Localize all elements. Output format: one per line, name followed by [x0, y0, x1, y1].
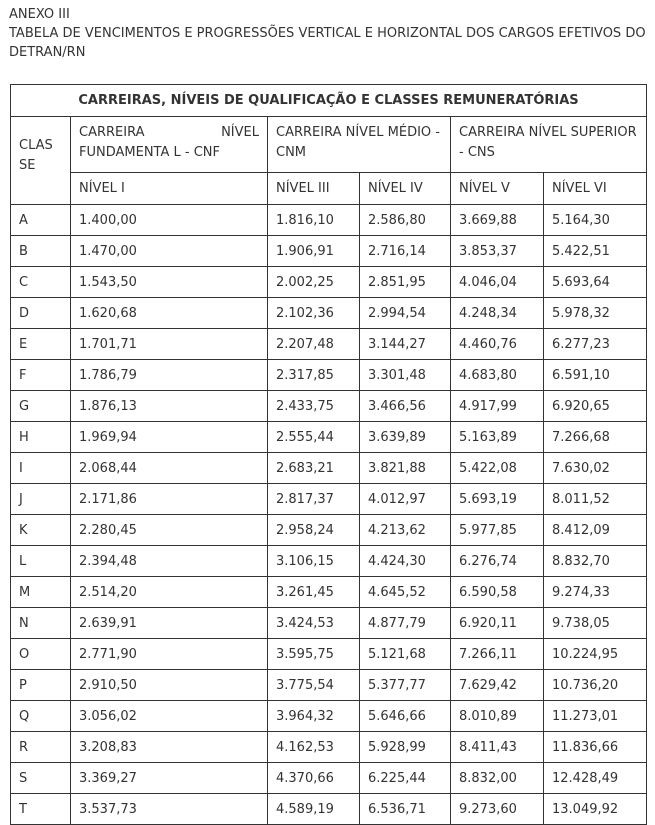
salary-cell: 6.590,58	[451, 577, 544, 608]
career-cns-header	[451, 117, 647, 173]
salary-cell: 3.466,56	[360, 391, 451, 422]
salary-cell: 2.280,45	[71, 515, 268, 546]
career-cnf-word-1: CARREIRA	[79, 125, 145, 140]
classe-cell: A	[11, 205, 71, 236]
salary-cell: 3.775,54	[268, 670, 360, 701]
salary-cell: 6.536,71	[360, 794, 451, 825]
salary-cell: 5.693,64	[544, 267, 647, 298]
classe-cell: G	[11, 391, 71, 422]
salary-cell: 2.068,44	[71, 453, 268, 484]
classe-cell: K	[11, 515, 71, 546]
salary-cell: 8.011,52	[544, 484, 647, 515]
salary-cell: 2.771,90	[71, 639, 268, 670]
salary-cell: 4.248,34	[451, 298, 544, 329]
salary-cell: 3.369,27	[71, 763, 268, 794]
classe-cell: B	[11, 236, 71, 267]
salary-cell: 3.424,53	[268, 608, 360, 639]
level-header: NÍVEL I	[71, 173, 268, 205]
level-header-row	[11, 173, 647, 205]
salary-cell: 4.424,30	[360, 546, 451, 577]
salary-cell: 1.470,00	[71, 236, 268, 267]
salary-cell: 6.591,10	[544, 360, 647, 391]
salary-cell: 4.046,04	[451, 267, 544, 298]
salary-cell: 3.537,73	[71, 794, 268, 825]
table-row	[11, 701, 647, 732]
salary-cell: 3.106,15	[268, 546, 360, 577]
table-row	[11, 422, 647, 453]
table-row	[11, 484, 647, 515]
career-cnf-line-2: FUNDAMENTA L - CNF	[79, 145, 220, 160]
salary-cell: 2.817,37	[268, 484, 360, 515]
classe-cell: T	[11, 794, 71, 825]
salary-cell: 4.162,53	[268, 732, 360, 763]
salary-cell: 1.400,00	[71, 205, 268, 236]
salary-cell: 5.928,99	[360, 732, 451, 763]
salary-cell: 3.669,88	[451, 205, 544, 236]
career-cns-line-2: - CNS	[459, 145, 495, 160]
classe-cell: Q	[11, 701, 71, 732]
table-row	[11, 329, 647, 360]
table-row	[11, 360, 647, 391]
table-row	[11, 670, 647, 701]
career-cnf-header	[71, 117, 268, 173]
salary-cell: 9.738,05	[544, 608, 647, 639]
career-cns-line-1: CARREIRA NÍVEL SUPERIOR	[459, 125, 637, 140]
salary-cell: 7.266,68	[544, 422, 647, 453]
table-caption-line-2: DETRAN/RN	[9, 45, 86, 60]
salary-cell: 1.969,94	[71, 422, 268, 453]
salary-cell: 3.261,45	[268, 577, 360, 608]
salary-cell: 7.266,11	[451, 639, 544, 670]
salary-cell: 5.978,32	[544, 298, 647, 329]
career-cnm-header	[268, 117, 451, 173]
salary-cell: 4.877,79	[360, 608, 451, 639]
career-cnm-line-2: CNM	[276, 145, 307, 160]
classe-cell: D	[11, 298, 71, 329]
table-row	[11, 763, 647, 794]
salary-cell: 2.207,48	[268, 329, 360, 360]
salary-cell: 3.056,02	[71, 701, 268, 732]
salary-cell: 4.460,76	[451, 329, 544, 360]
table-row	[11, 639, 647, 670]
salary-cell: 5.163,89	[451, 422, 544, 453]
salary-cell: 3.595,75	[268, 639, 360, 670]
salary-cell: 1.906,91	[268, 236, 360, 267]
salary-cell: 5.646,66	[360, 701, 451, 732]
classe-cell: N	[11, 608, 71, 639]
table-title-row	[11, 85, 647, 117]
salary-cell: 9.273,60	[451, 794, 544, 825]
salary-cell: 2.171,86	[71, 484, 268, 515]
salary-cell: 2.514,20	[71, 577, 268, 608]
level-header: NÍVEL III	[268, 173, 360, 205]
salary-cell: 3.821,88	[360, 453, 451, 484]
salary-cell: 2.994,54	[360, 298, 451, 329]
career-cnm-line-1: CARREIRA NÍVEL MÉDIO -	[276, 125, 440, 140]
salary-cell: 2.317,85	[268, 360, 360, 391]
salary-cell: 2.394,48	[71, 546, 268, 577]
table-row	[11, 267, 647, 298]
career-header-row	[11, 117, 647, 173]
salary-cell: 11.273,01	[544, 701, 647, 732]
salary-cell: 5.977,85	[451, 515, 544, 546]
table-body	[11, 205, 647, 825]
salary-cell: 5.377,77	[360, 670, 451, 701]
table-row	[11, 794, 647, 825]
table-row	[11, 608, 647, 639]
salary-cell: 2.683,21	[268, 453, 360, 484]
table-row	[11, 515, 647, 546]
salary-cell: 2.716,14	[360, 236, 451, 267]
salary-cell: 8.832,70	[544, 546, 647, 577]
salary-table	[10, 84, 647, 825]
salary-cell: 4.370,66	[268, 763, 360, 794]
table-title: CARREIRAS, NÍVEIS DE QUALIFICAÇÃO E CLASSES REMUNERATÓRIAS	[11, 85, 647, 117]
annex-label: ANEXO III	[9, 7, 70, 22]
salary-cell: 8.412,09	[544, 515, 647, 546]
salary-cell: 8.411,43	[451, 732, 544, 763]
salary-cell: 3.144,27	[360, 329, 451, 360]
classe-cell: S	[11, 763, 71, 794]
salary-cell: 7.630,02	[544, 453, 647, 484]
salary-cell: 4.012,97	[360, 484, 451, 515]
salary-cell: 11.836,66	[544, 732, 647, 763]
salary-cell: 3.853,37	[451, 236, 544, 267]
table-row	[11, 577, 647, 608]
classe-cell: L	[11, 546, 71, 577]
salary-cell: 13.049,92	[544, 794, 647, 825]
classe-cell: F	[11, 360, 71, 391]
table-row	[11, 391, 647, 422]
salary-cell: 5.422,51	[544, 236, 647, 267]
salary-cell: 3.964,32	[268, 701, 360, 732]
salary-cell: 5.422,08	[451, 453, 544, 484]
salary-cell: 2.851,95	[360, 267, 451, 298]
salary-cell: 1.876,13	[71, 391, 268, 422]
classe-header-part-1: CLAS	[19, 138, 53, 153]
salary-cell: 2.639,91	[71, 608, 268, 639]
salary-cell: 10.736,20	[544, 670, 647, 701]
classe-cell: I	[11, 453, 71, 484]
salary-cell: 12.428,49	[544, 763, 647, 794]
salary-cell: 2.555,44	[268, 422, 360, 453]
salary-cell: 5.164,30	[544, 205, 647, 236]
classe-cell: J	[11, 484, 71, 515]
salary-cell: 3.639,89	[360, 422, 451, 453]
salary-cell: 6.225,44	[360, 763, 451, 794]
salary-cell: 1.543,50	[71, 267, 268, 298]
classe-header	[11, 117, 71, 205]
salary-cell: 2.433,75	[268, 391, 360, 422]
salary-cell: 1.816,10	[268, 205, 360, 236]
salary-cell: 4.645,52	[360, 577, 451, 608]
salary-cell: 10.224,95	[544, 639, 647, 670]
salary-cell: 6.277,23	[544, 329, 647, 360]
salary-cell: 4.213,62	[360, 515, 451, 546]
table-row	[11, 298, 647, 329]
salary-cell: 1.786,79	[71, 360, 268, 391]
classe-cell: M	[11, 577, 71, 608]
classe-cell: O	[11, 639, 71, 670]
table-row	[11, 732, 647, 763]
table-row	[11, 546, 647, 577]
classe-header-part-2: SE	[19, 158, 36, 173]
table-row	[11, 453, 647, 484]
salary-cell: 2.910,50	[71, 670, 268, 701]
salary-cell: 6.276,74	[451, 546, 544, 577]
salary-cell: 9.274,33	[544, 577, 647, 608]
table-row	[11, 236, 647, 267]
salary-cell: 4.589,19	[268, 794, 360, 825]
salary-cell: 8.832,00	[451, 763, 544, 794]
salary-cell: 6.920,65	[544, 391, 647, 422]
salary-cell: 2.586,80	[360, 205, 451, 236]
level-header: NÍVEL IV	[360, 173, 451, 205]
classe-cell: C	[11, 267, 71, 298]
salary-cell: 1.620,68	[71, 298, 268, 329]
salary-cell: 2.002,25	[268, 267, 360, 298]
classe-cell: E	[11, 329, 71, 360]
salary-cell: 7.629,42	[451, 670, 544, 701]
career-cnf-word-2: NÍVEL	[221, 125, 259, 140]
salary-cell: 3.208,83	[71, 732, 268, 763]
salary-cell: 4.917,99	[451, 391, 544, 422]
level-header: NÍVEL VI	[544, 173, 647, 205]
salary-cell: 1.701,71	[71, 329, 268, 360]
salary-cell: 2.958,24	[268, 515, 360, 546]
salary-cell: 2.102,36	[268, 298, 360, 329]
level-header: NÍVEL V	[451, 173, 544, 205]
salary-cell: 5.693,19	[451, 484, 544, 515]
document-heading	[9, 5, 651, 62]
table-caption-line-1: TABELA DE VENCIMENTOS E PROGRESSÕES VERTICAL E HORIZONTAL DOS CARGOS EFETIVOS DO	[9, 26, 646, 41]
salary-cell: 5.121,68	[360, 639, 451, 670]
salary-cell: 6.920,11	[451, 608, 544, 639]
salary-cell: 8.010,89	[451, 701, 544, 732]
salary-cell: 4.683,80	[451, 360, 544, 391]
classe-cell: R	[11, 732, 71, 763]
classe-cell: H	[11, 422, 71, 453]
table-row	[11, 205, 647, 236]
classe-cell: P	[11, 670, 71, 701]
salary-cell: 3.301,48	[360, 360, 451, 391]
